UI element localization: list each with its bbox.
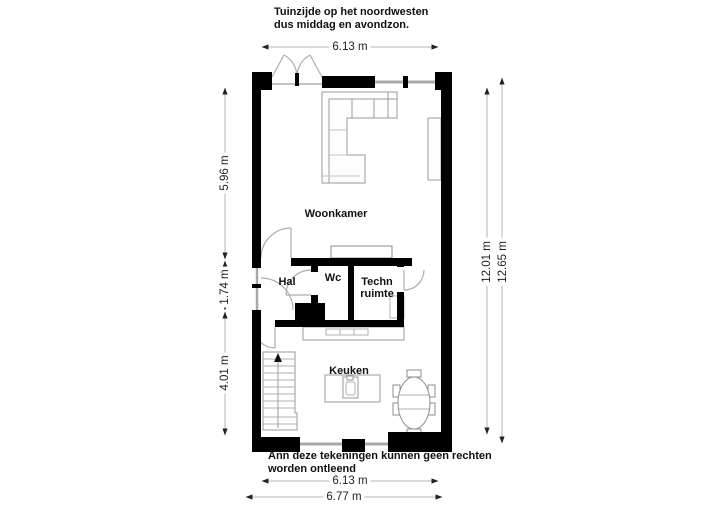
room-label-techn-ruimte: [360, 276, 394, 300]
note-bottom-line1: Ann deze tekeningen kunnen geen rechten: [268, 450, 492, 462]
wall-left-upper: [252, 72, 261, 268]
wall-top-segment: [322, 76, 375, 88]
sink: [343, 376, 358, 398]
dimension-label-right-inner: 12.01 m: [481, 238, 493, 286]
room-label-techn-line1: Techn: [361, 276, 393, 288]
entry-door-tick: [252, 284, 261, 288]
tv-cabinet: [428, 118, 441, 180]
wall-left-lower: [252, 310, 261, 452]
note-bottom-line2: worden ontleend: [268, 463, 356, 475]
wall-techn-right-stub: [397, 262, 404, 267]
room-label-wc: Wc: [324, 272, 342, 284]
room-label-hal: Hal: [278, 276, 296, 288]
wall-shaft-block: [295, 303, 325, 320]
dimension-label-left-top: 5.96 m: [219, 152, 231, 193]
dimension-label-top: 6.13 m: [329, 41, 370, 53]
wall-wc-techn: [348, 266, 354, 320]
woonkamer-door-arc: [261, 228, 291, 258]
dimension-label-left-middle: 1.74 m: [219, 266, 231, 307]
dimension-label-bottom-outer: 6.77 m: [323, 491, 364, 503]
dimension-label-bottom-inner: 6.13 m: [329, 475, 370, 487]
wall-right: [441, 88, 452, 438]
note-top-line2: dus middag en avondzon.: [274, 19, 410, 31]
dimension-label-right-outer: 12.65 m: [497, 238, 509, 286]
techn-door-arc: [404, 270, 424, 290]
wall-woonkamer-hal: [291, 258, 412, 266]
wall-middle-keuken: [275, 320, 404, 327]
room-label-woonkamer: Woonkamer: [304, 208, 368, 220]
chair-top: [407, 370, 421, 377]
stairs: [263, 352, 297, 430]
dimension-label-left-bottom: 4.01 m: [219, 352, 231, 393]
wall-hal-wc-stub: [311, 266, 318, 272]
room-label-keuken: Keuken: [329, 365, 369, 377]
wall-corner-top-right: [435, 72, 452, 90]
window-mullion: [403, 76, 408, 88]
dining-table: [393, 370, 435, 436]
room-label-techn-line2: ruimte: [360, 288, 394, 300]
kitchen-counter: [303, 327, 404, 340]
wall-techn-right: [397, 292, 404, 320]
french-door-post: [295, 73, 299, 86]
sideboard: [331, 246, 392, 258]
note-top-line1: Tuinzijde op het noordwesten: [274, 6, 429, 18]
sofa: [322, 92, 397, 183]
wall-bottom-right-block: [388, 432, 452, 452]
